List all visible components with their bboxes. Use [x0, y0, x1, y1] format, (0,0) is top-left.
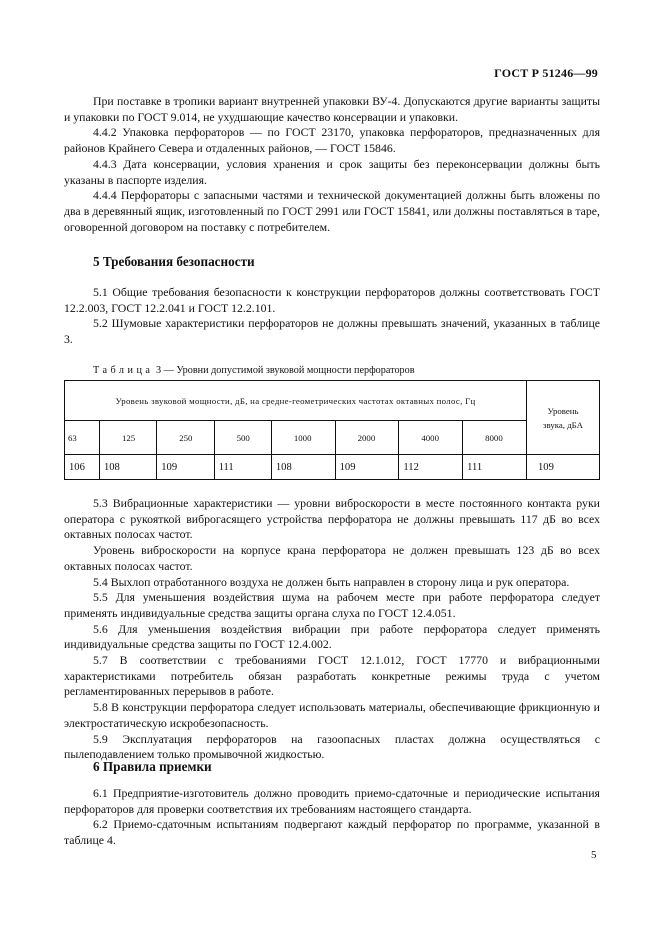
paragraph: 5.1 Общие требования безопасности к конструкции перфораторов должны соответствовать ГОСТ 12.2.003, ГОСТ 12.2.041 и ГОСТ 12.2.101.	[64, 285, 600, 315]
paragraph: 6.2 Приемо-сдаточным испытаниям подвергают каждый перфоратор по программе, указанной в таблице 4.	[64, 817, 600, 848]
value-cell: 108	[271, 455, 335, 480]
section-5-heading: 5 Требования безопасности	[93, 254, 255, 269]
freq-cell: 8000	[463, 421, 527, 455]
paragraph: 5.6 Для уменьшения воздействия вибрации при работе перфоратора следует применять индивидуальные средства защиты по ГОСТ 12.4.002.	[64, 621, 600, 652]
paragraph: 5.4 Выхлоп отработанного воздуха не должен быть направлен в сторону лица и рук оператора.	[93, 574, 570, 589]
table-group-header: Уровень звуковой мощности, дБ, на средне-геометрических частотах октавных полос, Гц	[65, 381, 527, 421]
paragraph: 4.4.3 Дата консервации, условия хранения и срок защиты без переконсервации должны быть указаны в паспорте изделия.	[64, 156, 600, 187]
value-cell: 112	[399, 455, 463, 480]
paragraph: 5.8 В конструкции перфоратора следует использовать материалы, обеспечивающие фрикционную и электростатическую искробезопасность.	[64, 700, 600, 730]
value-cell: 109	[527, 455, 600, 480]
section-5-body	[64, 496, 600, 763]
header-line: Уровень	[547, 405, 579, 416]
table-3-caption	[64, 363, 600, 379]
paragraph: 5.7 В соответствии с требованиями ГОСТ 12.1.012, ГОСТ 17770 и вибрационными характеристиками потребитель обязан разработать конкретные режимы труда с учетом регламентированных перерывов в работе.	[64, 653, 600, 699]
table-3	[64, 380, 600, 480]
paragraph: Уровень виброскорости на корпусе крана перфоратора не должен превышать 123 дБ во всех октавных полосах частот.	[64, 543, 600, 573]
section-5-intro	[64, 285, 600, 348]
freq-cell: 250	[157, 421, 214, 455]
freq-cell: 1000	[271, 421, 335, 455]
paragraph: 5.2 Шумовые характеристики перфораторов не должны превышать значений, указанных в таблице 3.	[64, 316, 600, 347]
paragraph: 5.9 Эксплуатация перфораторов на газоопасных пластах должна осуществляться с пылеподавлением только промывочной жидкостью.	[64, 731, 600, 762]
value-cell: 111	[214, 455, 271, 480]
table-caption-text: 3 — Уровни допустимой звуковой мощности перфораторов	[153, 365, 415, 376]
freq-cell: 63	[65, 421, 100, 455]
table-row	[65, 455, 600, 480]
header-line: звука, дБА	[543, 419, 583, 430]
section-6-heading: 6 Правила приемки	[93, 759, 212, 774]
value-cell: 111	[463, 455, 527, 480]
table-caption-label: Таблица	[93, 365, 154, 376]
table-header-row	[65, 381, 600, 421]
value-cell: 108	[99, 455, 156, 480]
paragraph: При поставке в тропики вариант внутренней упаковки ВУ-4. Допускаются другие варианты защиты и упаковки по ГОСТ 9.014, не ухудшающие качество консервации и упаковки.	[64, 94, 600, 124]
freq-cell: 2000	[335, 421, 399, 455]
paragraph: 5.3 Вибрационные характеристики — уровни виброскорости в месте постоянного контакта руки оператора с рукояткой виброгасящего устройства перфоратора не должны превышать 117 дБ во всех октавных полосах частот.	[64, 496, 600, 542]
paragraph: 6.1 Предприятие-изготовитель должно проводить приемо-сдаточные и периодические испытания перфораторов для проверки соответствия их требованиям настоящего стандарта.	[64, 786, 600, 816]
value-cell: 106	[65, 455, 100, 480]
paragraph: 4.4.2 Упаковка перфораторов — по ГОСТ 23170, упаковка перфораторов, предназначенных для районов Крайнего Севера и отдаленных районов, — ГОСТ 15846.	[64, 125, 600, 156]
freq-cell: 500	[214, 421, 271, 455]
value-cell: 109	[157, 455, 214, 480]
paragraph: 4.4.4 Перфораторы с запасными частями и технической документацией должны быть вложены по два в деревянный ящик, изготовленный по ГОСТ 2991 или ГОСТ 15841, или должны поставляться в таре, оговоренной договором на поставку с потребителем.	[64, 188, 600, 234]
table-freq-row	[65, 421, 600, 455]
freq-cell: 125	[99, 421, 156, 455]
page-number: 5	[591, 849, 597, 861]
packaging-section	[64, 94, 600, 235]
freq-cell: 4000	[399, 421, 463, 455]
paragraph: 5.5 Для уменьшения воздействия шума на рабочем месте при работе перфоратора следует применять индивидуальные средства защиты органа слуха по ГОСТ 12.4.051.	[64, 590, 600, 620]
section-6-body	[64, 786, 600, 849]
table-header-level	[527, 381, 600, 455]
standard-header: ГОСТ Р 51246—99	[494, 66, 598, 80]
value-cell: 109	[335, 455, 399, 480]
